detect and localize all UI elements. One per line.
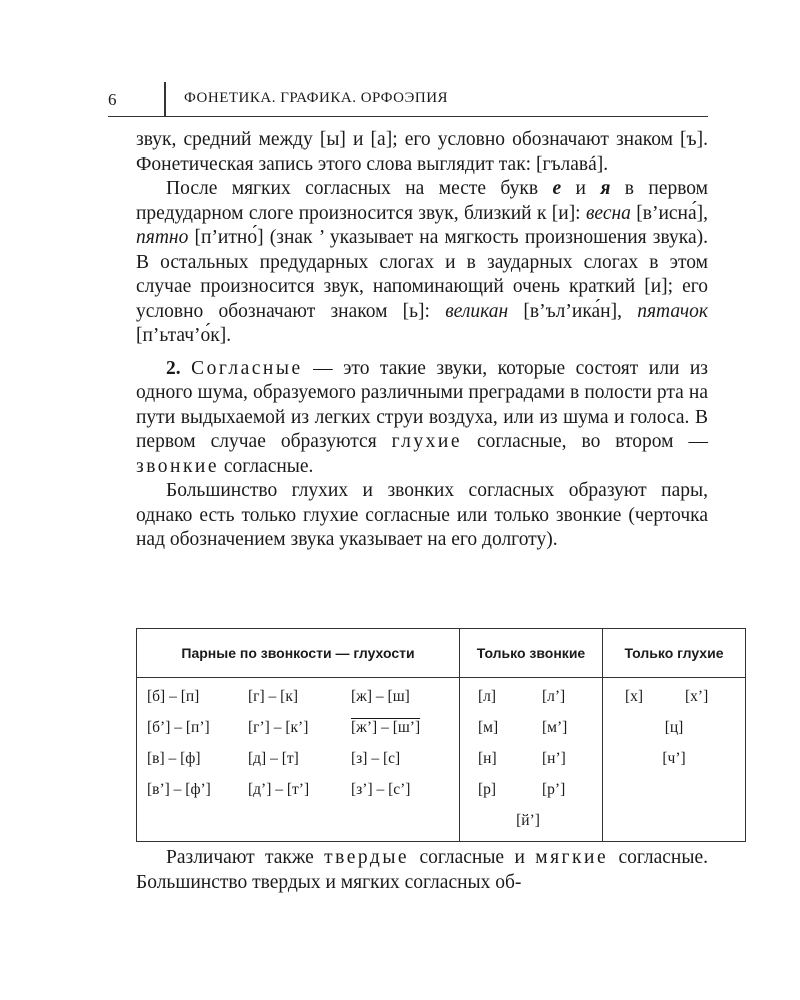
- term-consonants: Согласные: [191, 357, 303, 379]
- consonant: [н’]: [542, 750, 566, 767]
- paragraph-2: [136, 177, 708, 349]
- consonant-pair: [д] – [т]: [248, 750, 299, 767]
- consonant: [л’]: [542, 688, 566, 705]
- example-word: весна: [585, 202, 631, 224]
- consonant: [ц]: [664, 719, 684, 736]
- term-hard: твердые: [324, 847, 410, 868]
- paragraph-5: [136, 846, 708, 895]
- consonant-pair: [в] – [ф]: [147, 750, 201, 767]
- letter-ya: я: [600, 178, 611, 199]
- voiceless-only-column: [603, 678, 746, 842]
- paragraph-4: Большинство глухих и звонких согласных образуют пары, однако есть только глухие согласные или только звонкие (черточка над обозначением звука указывает на его долготу).: [136, 480, 708, 550]
- consonant-pair: [в’] – [ф’]: [147, 781, 211, 798]
- header-paired: Парные по звонкости — глухости: [137, 629, 460, 678]
- example-word: великан: [445, 300, 509, 322]
- paired-column: [137, 678, 460, 842]
- consonant-j: [й’]: [516, 812, 540, 829]
- term-voiceless: глухие: [391, 431, 462, 452]
- consonant-pair: [з’] – [с’]: [351, 781, 411, 798]
- text-run: После мягких согласных на месте букв: [166, 178, 553, 199]
- paragraph-1: звук, средний между [ы] и [а]; его условно обозначают знаком [ъ]. Фонетическая запись этого слова выглядит так: [гълавá].: [136, 129, 708, 175]
- consonant-pair: [г’] – [к’]: [248, 719, 309, 736]
- consonant-pair-long: [ж’] – [ш’]: [351, 719, 421, 736]
- header-voiceless-only: Только глухие: [603, 629, 746, 678]
- voiced-only-column: [460, 678, 603, 842]
- text-run: согласные.: [219, 455, 314, 477]
- example-word: пятачок: [637, 300, 708, 322]
- consonant: [м’]: [542, 719, 568, 736]
- text-run: согласные, во втором —: [462, 431, 708, 452]
- consonant: [х]: [625, 688, 644, 705]
- body-text: [136, 128, 708, 553]
- consonant: [м]: [478, 719, 499, 736]
- header-voiced-only: Только звонкие: [460, 629, 603, 678]
- consonant: [н]: [478, 750, 497, 767]
- consonants-table: [136, 628, 746, 842]
- letter-e: е: [552, 178, 562, 199]
- header-rule: [108, 116, 708, 117]
- text-run: Различают также: [166, 847, 325, 868]
- text-run: — это такие звуки, которые состоят или из одного шума, образуемого различными преградами в полости рта на пути выдыхаемой из легких струи воздуха, или из шума и голоса. В первом случае образуются: [136, 357, 709, 452]
- term-voiced: звонкие: [136, 455, 220, 477]
- text-run: [в’ъл’ика́н],: [508, 300, 638, 322]
- consonant: [л]: [478, 688, 497, 705]
- text-run: согласные. Большинство твердых и мягких согласных об-: [136, 847, 708, 893]
- page-header: [108, 82, 708, 116]
- bottom-text: [136, 846, 708, 895]
- text-run: [п’итно́] (знак ’ указывает на мягкость произношения звука). В остальных предударных слогах и в заударных слогах в этом случае произносится звук, напоминающий очень краткий [и]; его условно обозначают знаком [ь]:: [136, 227, 708, 322]
- example-word: пятно: [136, 227, 189, 248]
- text-run: в первом предударном слоге произносится звук, близкий к [и]:: [136, 178, 708, 224]
- consonant-pair: [з] – [с]: [351, 750, 401, 767]
- header-divider: [164, 82, 166, 116]
- text-run: и: [561, 178, 601, 199]
- consonant-pair: [г] – [к]: [248, 688, 299, 705]
- running-title: ФОНЕТИКА. ГРАФИКА. ОРФОЭПИЯ: [184, 90, 449, 106]
- consonant: [ч’]: [662, 750, 686, 767]
- text-run: согласные и: [409, 847, 536, 868]
- consonant-pair: [б’] – [п’]: [147, 719, 210, 736]
- term-soft: мягкие: [535, 847, 609, 868]
- consonant-pair: [ж] – [ш]: [351, 688, 410, 705]
- paragraph-3: [136, 357, 708, 480]
- consonant: [р’]: [542, 781, 566, 798]
- consonant-pair: [б] – [п]: [147, 688, 200, 705]
- section-number: 2.: [166, 357, 181, 379]
- text-run: [в’исна́],: [630, 202, 708, 224]
- consonant: [х’]: [685, 688, 709, 705]
- consonant: [р]: [478, 781, 497, 798]
- consonant-pair: [д’] – [т’]: [248, 781, 310, 798]
- text-run: [п’ьтач’о́к].: [136, 325, 232, 346]
- page-number: 6: [108, 90, 117, 109]
